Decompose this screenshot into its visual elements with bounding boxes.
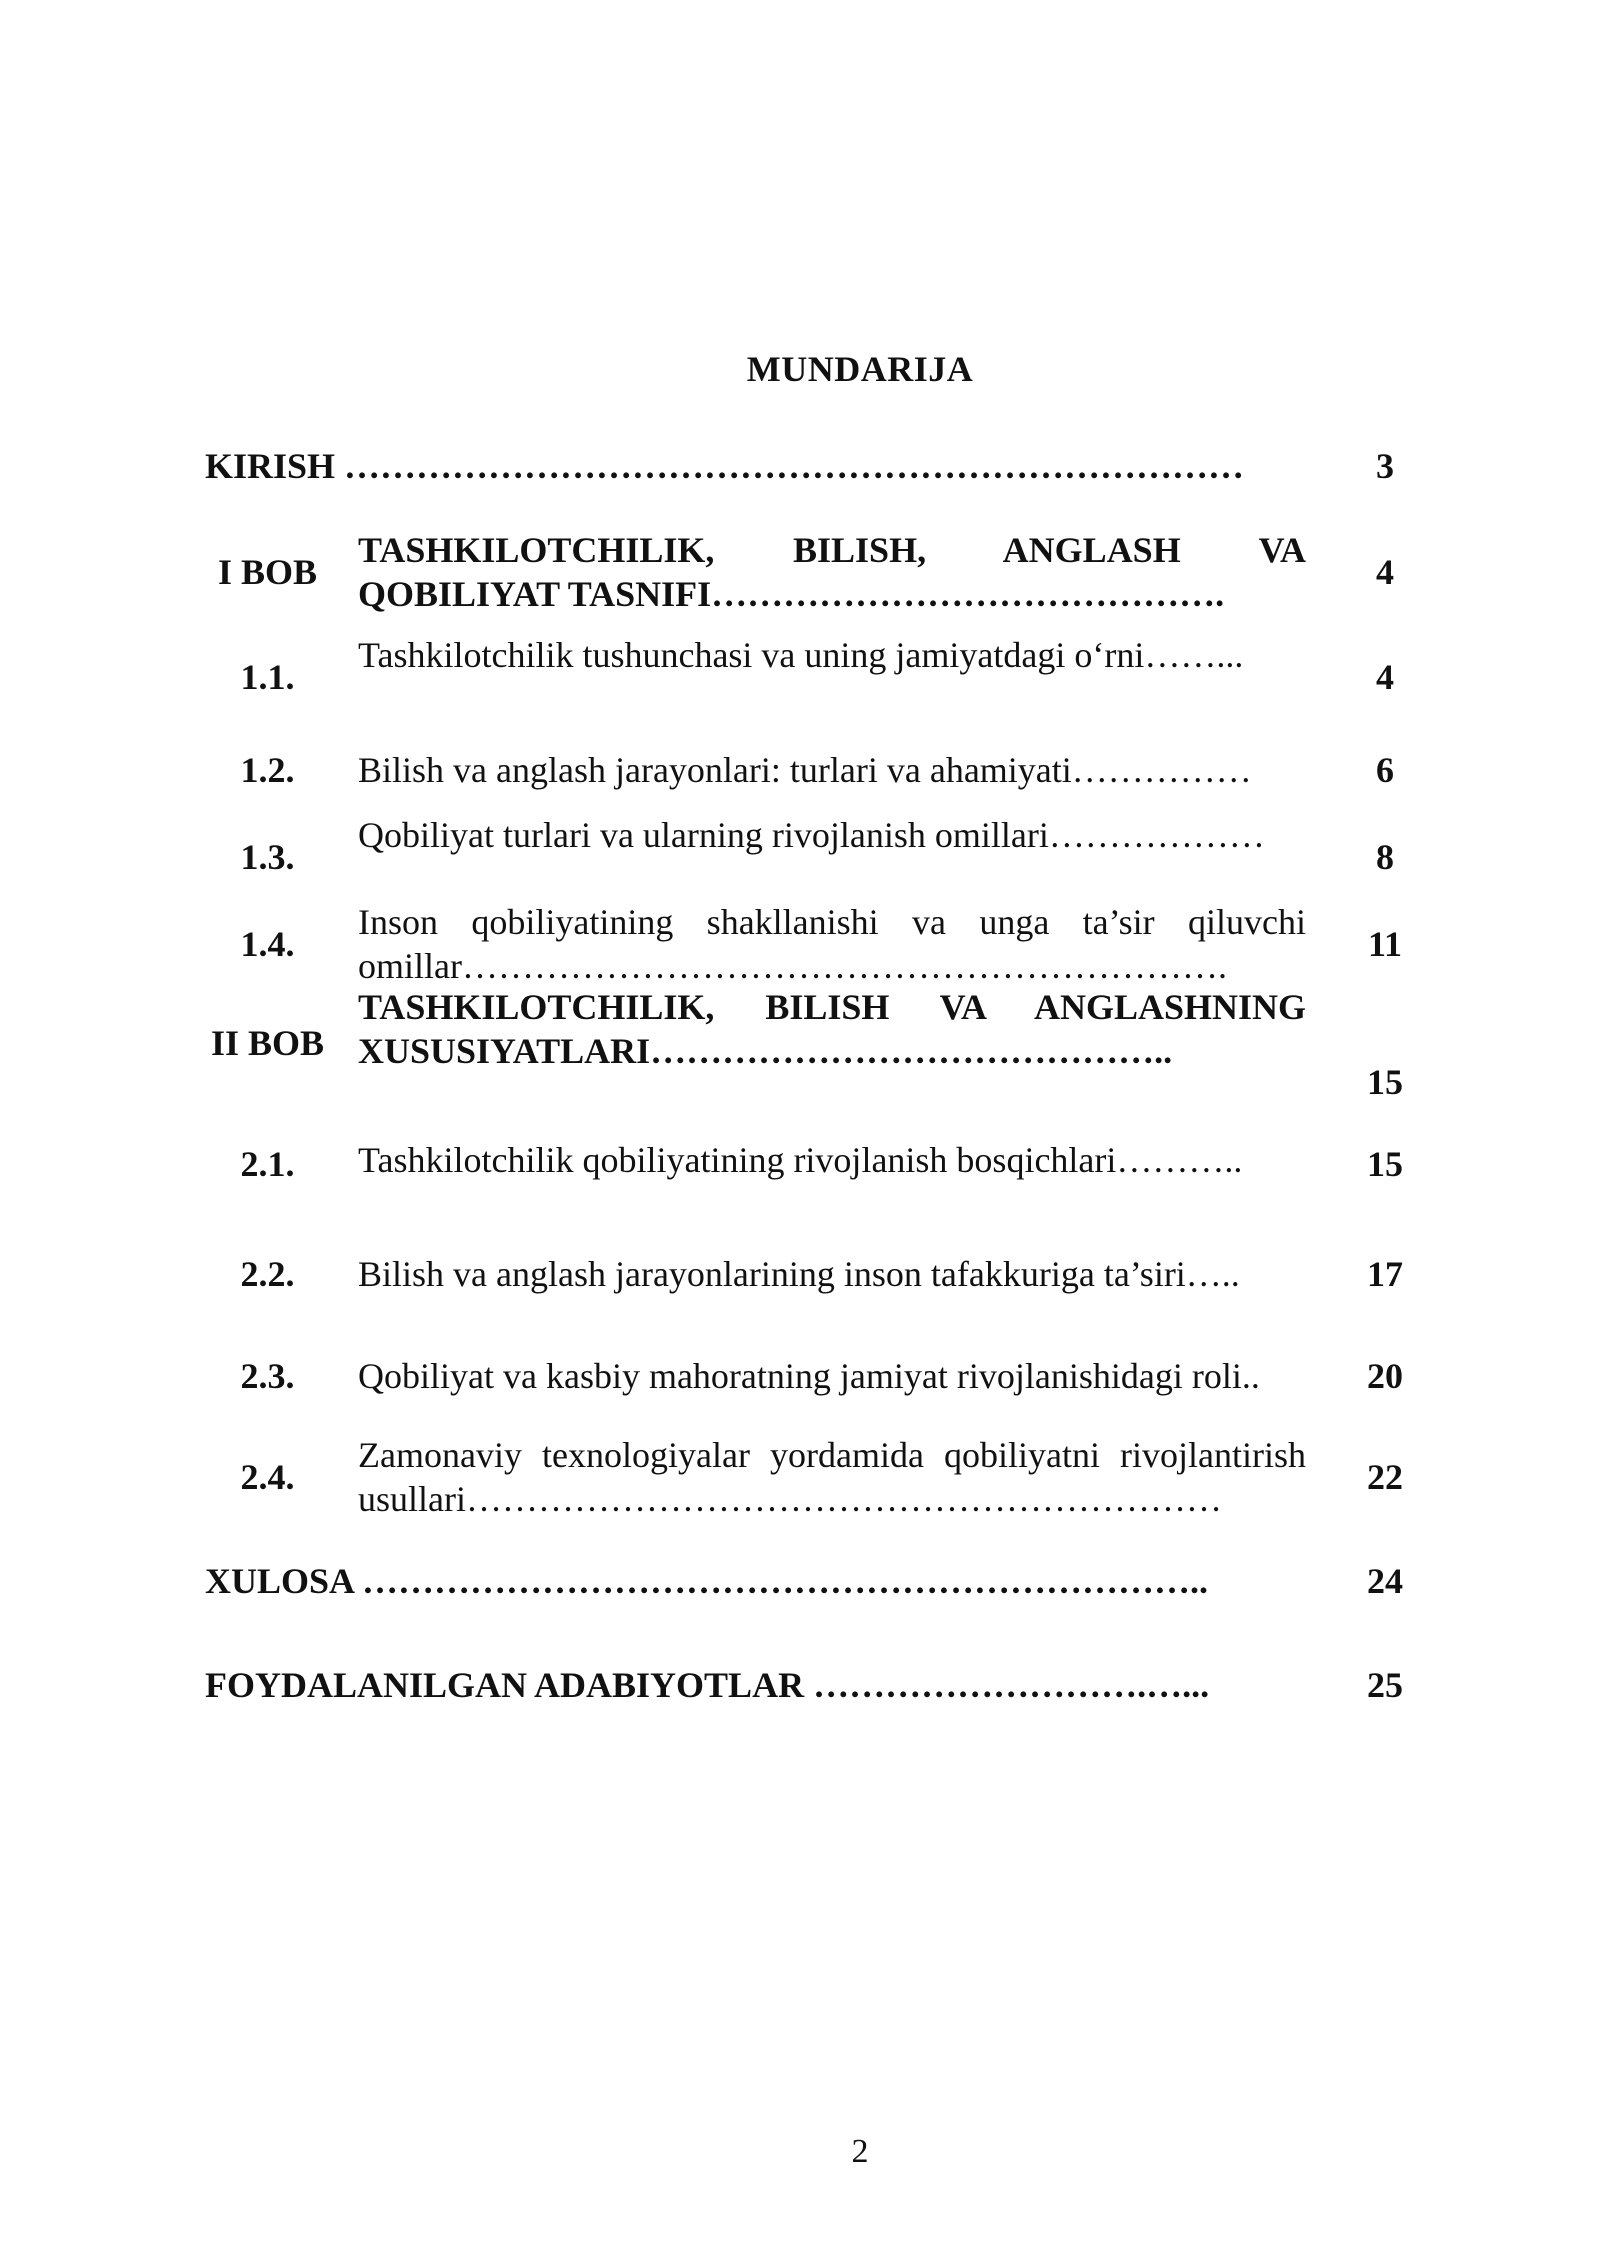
toc-page-number: 4	[1376, 552, 1394, 592]
toc-section-number: 2.2.	[240, 1254, 295, 1294]
toc-page-number: 6	[1376, 750, 1394, 790]
toc-entry-title: Bilish va anglash jarayonlarining inson tafakkuriga ta’siri…..	[358, 1254, 1240, 1294]
toc-section-number: 1.3.	[240, 837, 295, 877]
toc-section-number: 2.4.	[240, 1457, 295, 1497]
toc-page-number: 15	[1367, 1144, 1403, 1184]
page-number-footer: 2	[851, 2133, 869, 2170]
toc-chapter-number: I BOB	[217, 552, 318, 592]
page-title: MUNDARIJA	[746, 349, 974, 389]
toc-page-number: 25	[1367, 1665, 1403, 1705]
toc-page-number: 24	[1367, 1561, 1403, 1601]
toc-entry-title: TASHKILOTCHILIK, BILISH VA ANGLASHNING XUSUSIYATLARI……………………………………..	[358, 987, 1306, 1071]
toc-entry-label: FOYDALANILGAN ADABIYOTLAR ……………………….…...	[205, 1665, 1210, 1705]
toc-entry-title: Tashkilotchilik tushunchasi va uning jamiyatdagi o‘rni……...	[358, 635, 1244, 675]
toc-entry-title: Tashkilotchilik qobiliyatining rivojlanish bosqichlari………..	[358, 1140, 1243, 1180]
toc-entry-title: Qobiliyat va kasbiy mahoratning jamiyat rivojlanishidagi roli..	[358, 1356, 1260, 1396]
toc-section-number: 2.3.	[240, 1356, 295, 1396]
toc-page-number: 15	[1367, 1062, 1403, 1102]
toc-page-number: 17	[1367, 1254, 1403, 1294]
toc-entry-title: Bilish va anglash jarayonlari: turlari va ahamiyati……………	[358, 750, 1252, 790]
toc-page-number: 22	[1367, 1457, 1403, 1497]
toc-page-number: 20	[1367, 1356, 1403, 1396]
toc-chapter-number: II BOB	[210, 1023, 325, 1063]
toc-page-number: 11	[1367, 924, 1402, 964]
toc-section-number: 1.1.	[240, 657, 295, 697]
toc-entry-title: Zamonaviy texnologiyalar yordamida qobiliyatni rivojlantirish usullari………………………………………………………	[358, 1435, 1306, 1519]
toc-entry-title: Inson qobiliyatining shakllanishi va unga ta’sir qiluvchi omillar……………………………………………………….	[358, 902, 1306, 986]
toc-entry-title: TASHKILOTCHILIK, BILISH, ANGLASH VA QOBILIYAT TASNIFI…………………………………….	[358, 530, 1306, 614]
toc-entry-label: XULOSA ……………………………………………………………..	[205, 1561, 1209, 1601]
toc-section-number: 2.1.	[240, 1144, 295, 1184]
toc-page-number: 3	[1376, 446, 1394, 486]
toc-page-number: 8	[1376, 837, 1394, 877]
toc-entry-label: KIRISH …………………………………………………………………	[205, 446, 1245, 486]
toc-section-number: 1.4.	[240, 924, 295, 964]
toc-section-number: 1.2.	[240, 750, 295, 790]
toc-entry-title: Qobiliyat turlari va ularning rivojlanish omillari………………	[358, 815, 1265, 855]
toc-page-number: 4	[1376, 657, 1394, 697]
